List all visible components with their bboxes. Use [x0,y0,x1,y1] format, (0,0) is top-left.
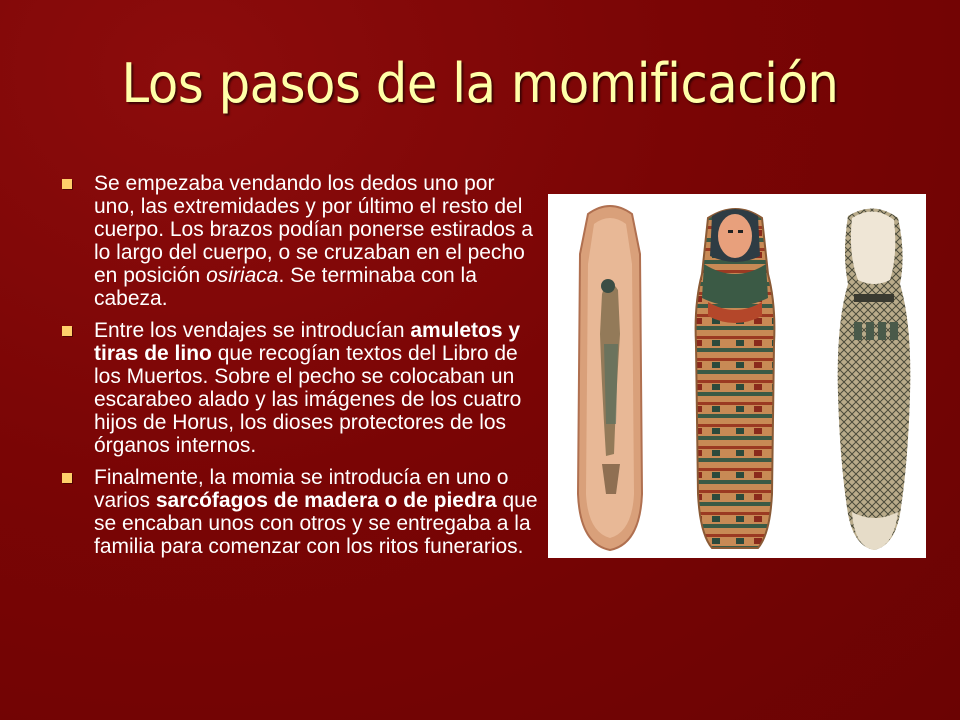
bullet-text-normal: . Se terminaba con la cabeza. [94,264,477,310]
bullet-text-bold: sarcófagos de madera o de piedra [155,489,497,512]
open-coffin-image [578,206,642,550]
bullet-text-normal: que se encaban unos con otros y se entregaba a la familia para comenzar con los ritos funerarios. [94,489,538,558]
bullet-text-normal: que recogían textos del Libro de los Muertos. Sobre el pecho se colocaban un escarabeo alado y las imágenes de los cuatro hijos de Horus, los dioses protectores de los órganos internos. [94,342,522,457]
bullet-text-italic: osiriaca [206,264,279,287]
bullet-text-normal: Se empezaba vendando los dedos uno por uno, las extremidades y por último el resto del cuerpo. Los brazos podían ponerse estirados a lo largo del cuerpo, o se cruzaban en el pecho en posición [94,172,533,287]
bullet-item [58,319,540,457]
bullet-text-bold: amuletos y tiras de lino [94,319,521,365]
bullet-item [58,466,540,558]
slide-title: Los pasos de la momificación [121,52,839,115]
wrapped-mummy-image [838,208,911,550]
square-bullet-icon [62,473,72,483]
bullet-list [58,172,540,567]
bullet-text-normal: Entre los vendajes se introducían [94,319,411,342]
mummy-coffins-photo [548,194,926,558]
bullet-text-normal: Finalmente, la momia se introducía en uno o varios [94,466,509,512]
bullet-item [58,172,540,310]
square-bullet-icon [62,326,72,336]
painted-coffin-image [696,209,775,548]
square-bullet-icon [62,179,72,189]
